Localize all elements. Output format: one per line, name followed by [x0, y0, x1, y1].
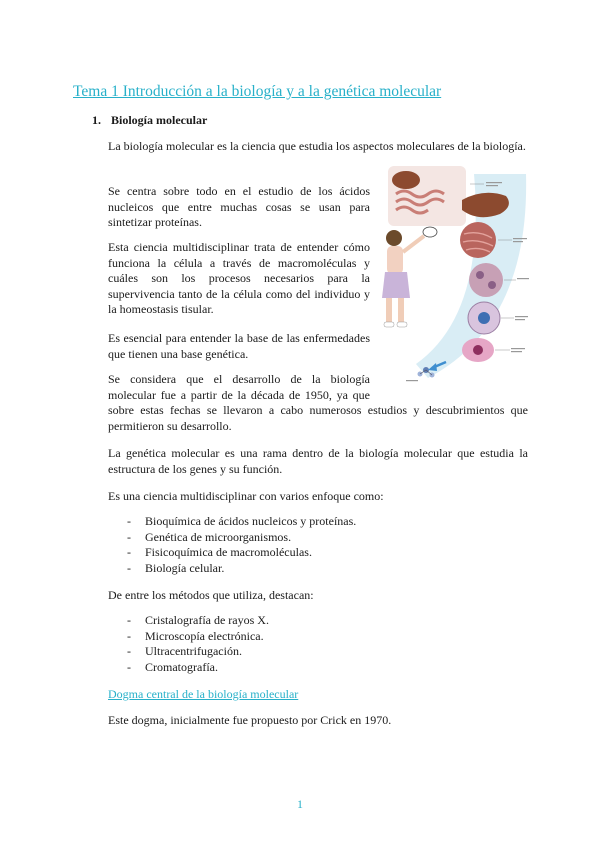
section-title: Biología molecular	[111, 113, 208, 127]
paragraph-nucleic-acids: Se centra sobre todo en el estudio de los ácidos nucleicos que entre muchas cosas se usan para sintetizar proteínas.	[108, 184, 370, 229]
list-item: - Biología celular.	[127, 561, 225, 576]
person-leg-left	[386, 298, 392, 324]
paragraph-molecular-genetics: La genética molecular es una rama dentro de la biología molecular que estudia la estructura de los genes y su función.	[108, 446, 528, 476]
list-item: - Ultracentrifugación.	[127, 644, 242, 659]
list-item: - Bioquímica de ácidos nucleicos y proteínas.	[127, 514, 357, 528]
paragraph-multidisciplinary: Esta ciencia multidisciplinar trata de entender cómo funciona la célula a través de macromoléculas y cuáles son los procesos necesarios para la supervivencia tanto de la célula como del individuo y la homeostasis tisular.	[108, 240, 370, 316]
paragraph-approaches-intro: Es una ciencia multidisciplinar con varios enfoque como:	[108, 489, 384, 503]
liver-organ	[392, 171, 420, 189]
person-head	[386, 230, 402, 246]
list-item: - Cristalografía de rayos X.	[127, 613, 269, 627]
person-torso	[387, 246, 403, 274]
biology-levels-illustration	[366, 164, 530, 386]
tennis-racket	[423, 227, 437, 237]
list-item: - Fisicoquímica de macromoléculas.	[127, 545, 312, 560]
illustration-svg	[366, 164, 530, 386]
list-item: - Cromatografía.	[127, 660, 218, 675]
cell-nucleus	[478, 312, 490, 324]
cell-nucleus-b	[488, 281, 496, 289]
list-item: - Genética de microorganismos.	[127, 529, 292, 544]
paragraph-history-end: sobre estas fechas se llevaron a cabo numerosos estudios y descubrimientos que permitieron su desarrollo.	[108, 403, 528, 433]
person-skirt	[382, 272, 410, 298]
section-heading	[92, 113, 207, 128]
approaches-list	[127, 514, 356, 577]
person-shoe-left	[384, 322, 394, 327]
dogma-link[interactable]: Dogma central de la biología molecular	[108, 687, 299, 701]
paragraph-dogma: Este dogma, inicialmente fue propuesto por Crick en 1970.	[108, 713, 392, 727]
paragraph-methods-intro: De entre los métodos que utiliza, destacan:	[108, 588, 314, 602]
paragraph-diseases: Es esencial para entender la base de las enfermedades que tienen una base genética.	[108, 331, 370, 361]
cell-nucleus-a	[476, 271, 484, 279]
page-title: Tema 1 Introducción a la biología y a la genética molecular	[73, 83, 442, 100]
section-number: 1.	[92, 113, 101, 127]
tissue-circle	[460, 222, 496, 258]
cells-circle	[469, 263, 503, 297]
organelle-core	[473, 345, 483, 355]
person-shoe-right	[397, 322, 407, 327]
paragraph-history-start: Se considera que el desarrollo de la biología molecular fue a partir de la década de 1950, ya que	[108, 372, 370, 402]
page-number: 1	[297, 797, 303, 811]
list-item: - Microscopía electrónica.	[127, 628, 264, 643]
paragraph-definition: La biología molecular es la ciencia que estudia los aspectos moleculares de la biología.	[108, 139, 526, 153]
methods-list	[127, 613, 269, 676]
person-arm	[403, 236, 424, 252]
person-leg-right	[398, 298, 404, 324]
